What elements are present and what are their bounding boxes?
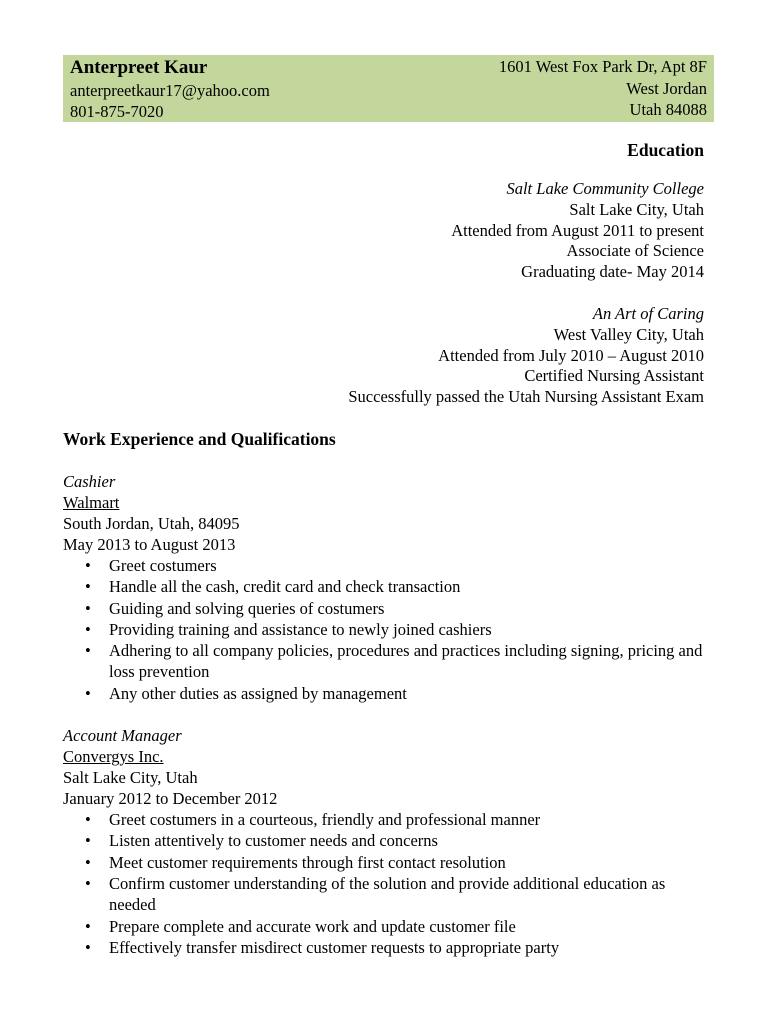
duty-item: • Adhering to all company policies, procedures and practices including signing, pricing and loss prevention [63,640,713,683]
job-dates: May 2013 to August 2013 [63,535,236,554]
work-section [63,429,713,979]
job-location: Salt Lake City, Utah [63,768,198,788]
job-company: Convergys Inc. [63,747,164,767]
address-line-2: West Jordan [626,79,707,98]
contact-left [70,56,270,122]
duty-item: • Meet customer requirements through first contact resolution [63,852,713,873]
address-line-3: Utah 84088 [629,100,707,119]
school-degree: Associate of Science [566,241,704,261]
work-heading: Work Experience and Qualifications [63,429,336,449]
duty-item: • Guiding and solving queries of costumers [63,598,713,619]
address-line-1: 1601 West Fox Park Dr, Apt 8F [498,57,707,76]
phone-number: 801-875-7020 [70,102,164,121]
job-entry [63,725,713,958]
duty-list [63,555,713,704]
applicant-name: Anterpreet Kaur [70,57,208,78]
school-attended: Attended from July 2010 – August 2010 [438,345,704,365]
school-note: Graduating date- May 2014 [521,262,704,282]
job-role: Cashier [63,472,116,491]
email-address: anterpreetkaur17@yahoo.com [70,81,270,100]
job-role: Account Manager [63,726,182,746]
mailing-address [499,56,707,120]
duty-item: • Greet costumers in a courteous, friendly and professional manner [63,809,713,830]
duty-item: • Providing training and assistance to newly joined cashiers [63,619,713,640]
school-name: An Art of Caring [592,303,704,323]
job-company: Walmart [63,493,120,512]
duty-list [63,809,713,958]
duty-item: • Greet costumers [63,555,713,576]
school-name: Salt Lake Community College [506,179,704,198]
job-entry [63,471,713,704]
education-section [104,140,704,429]
school-attended: Attended from August 2011 to present [451,220,704,240]
job-dates: January 2012 to December 2012 [63,789,278,809]
school-location: West Valley City, Utah [553,324,704,344]
duty-item: • Prepare complete and accurate work and update customer file [63,916,713,937]
duty-item: • Listen attentively to customer needs and concerns [63,830,713,851]
school-note: Successfully passed the Utah Nursing Assistant Exam [348,387,704,407]
education-entry [104,304,704,408]
contact-header [63,55,714,122]
duty-item: • Handle all the cash, credit card and check transaction [63,576,713,597]
school-degree: Certified Nursing Assistant [524,366,704,386]
education-heading: Education [627,140,704,160]
job-location: South Jordan, Utah, 84095 [63,514,240,533]
duty-item: • Effectively transfer misdirect customer requests to appropriate party [63,937,713,958]
education-entry [104,179,704,283]
school-location: Salt Lake City, Utah [569,199,704,219]
duty-item: • Confirm customer understanding of the solution and provide additional education as needed [63,873,713,916]
duty-item: • Any other duties as assigned by management [63,683,713,704]
